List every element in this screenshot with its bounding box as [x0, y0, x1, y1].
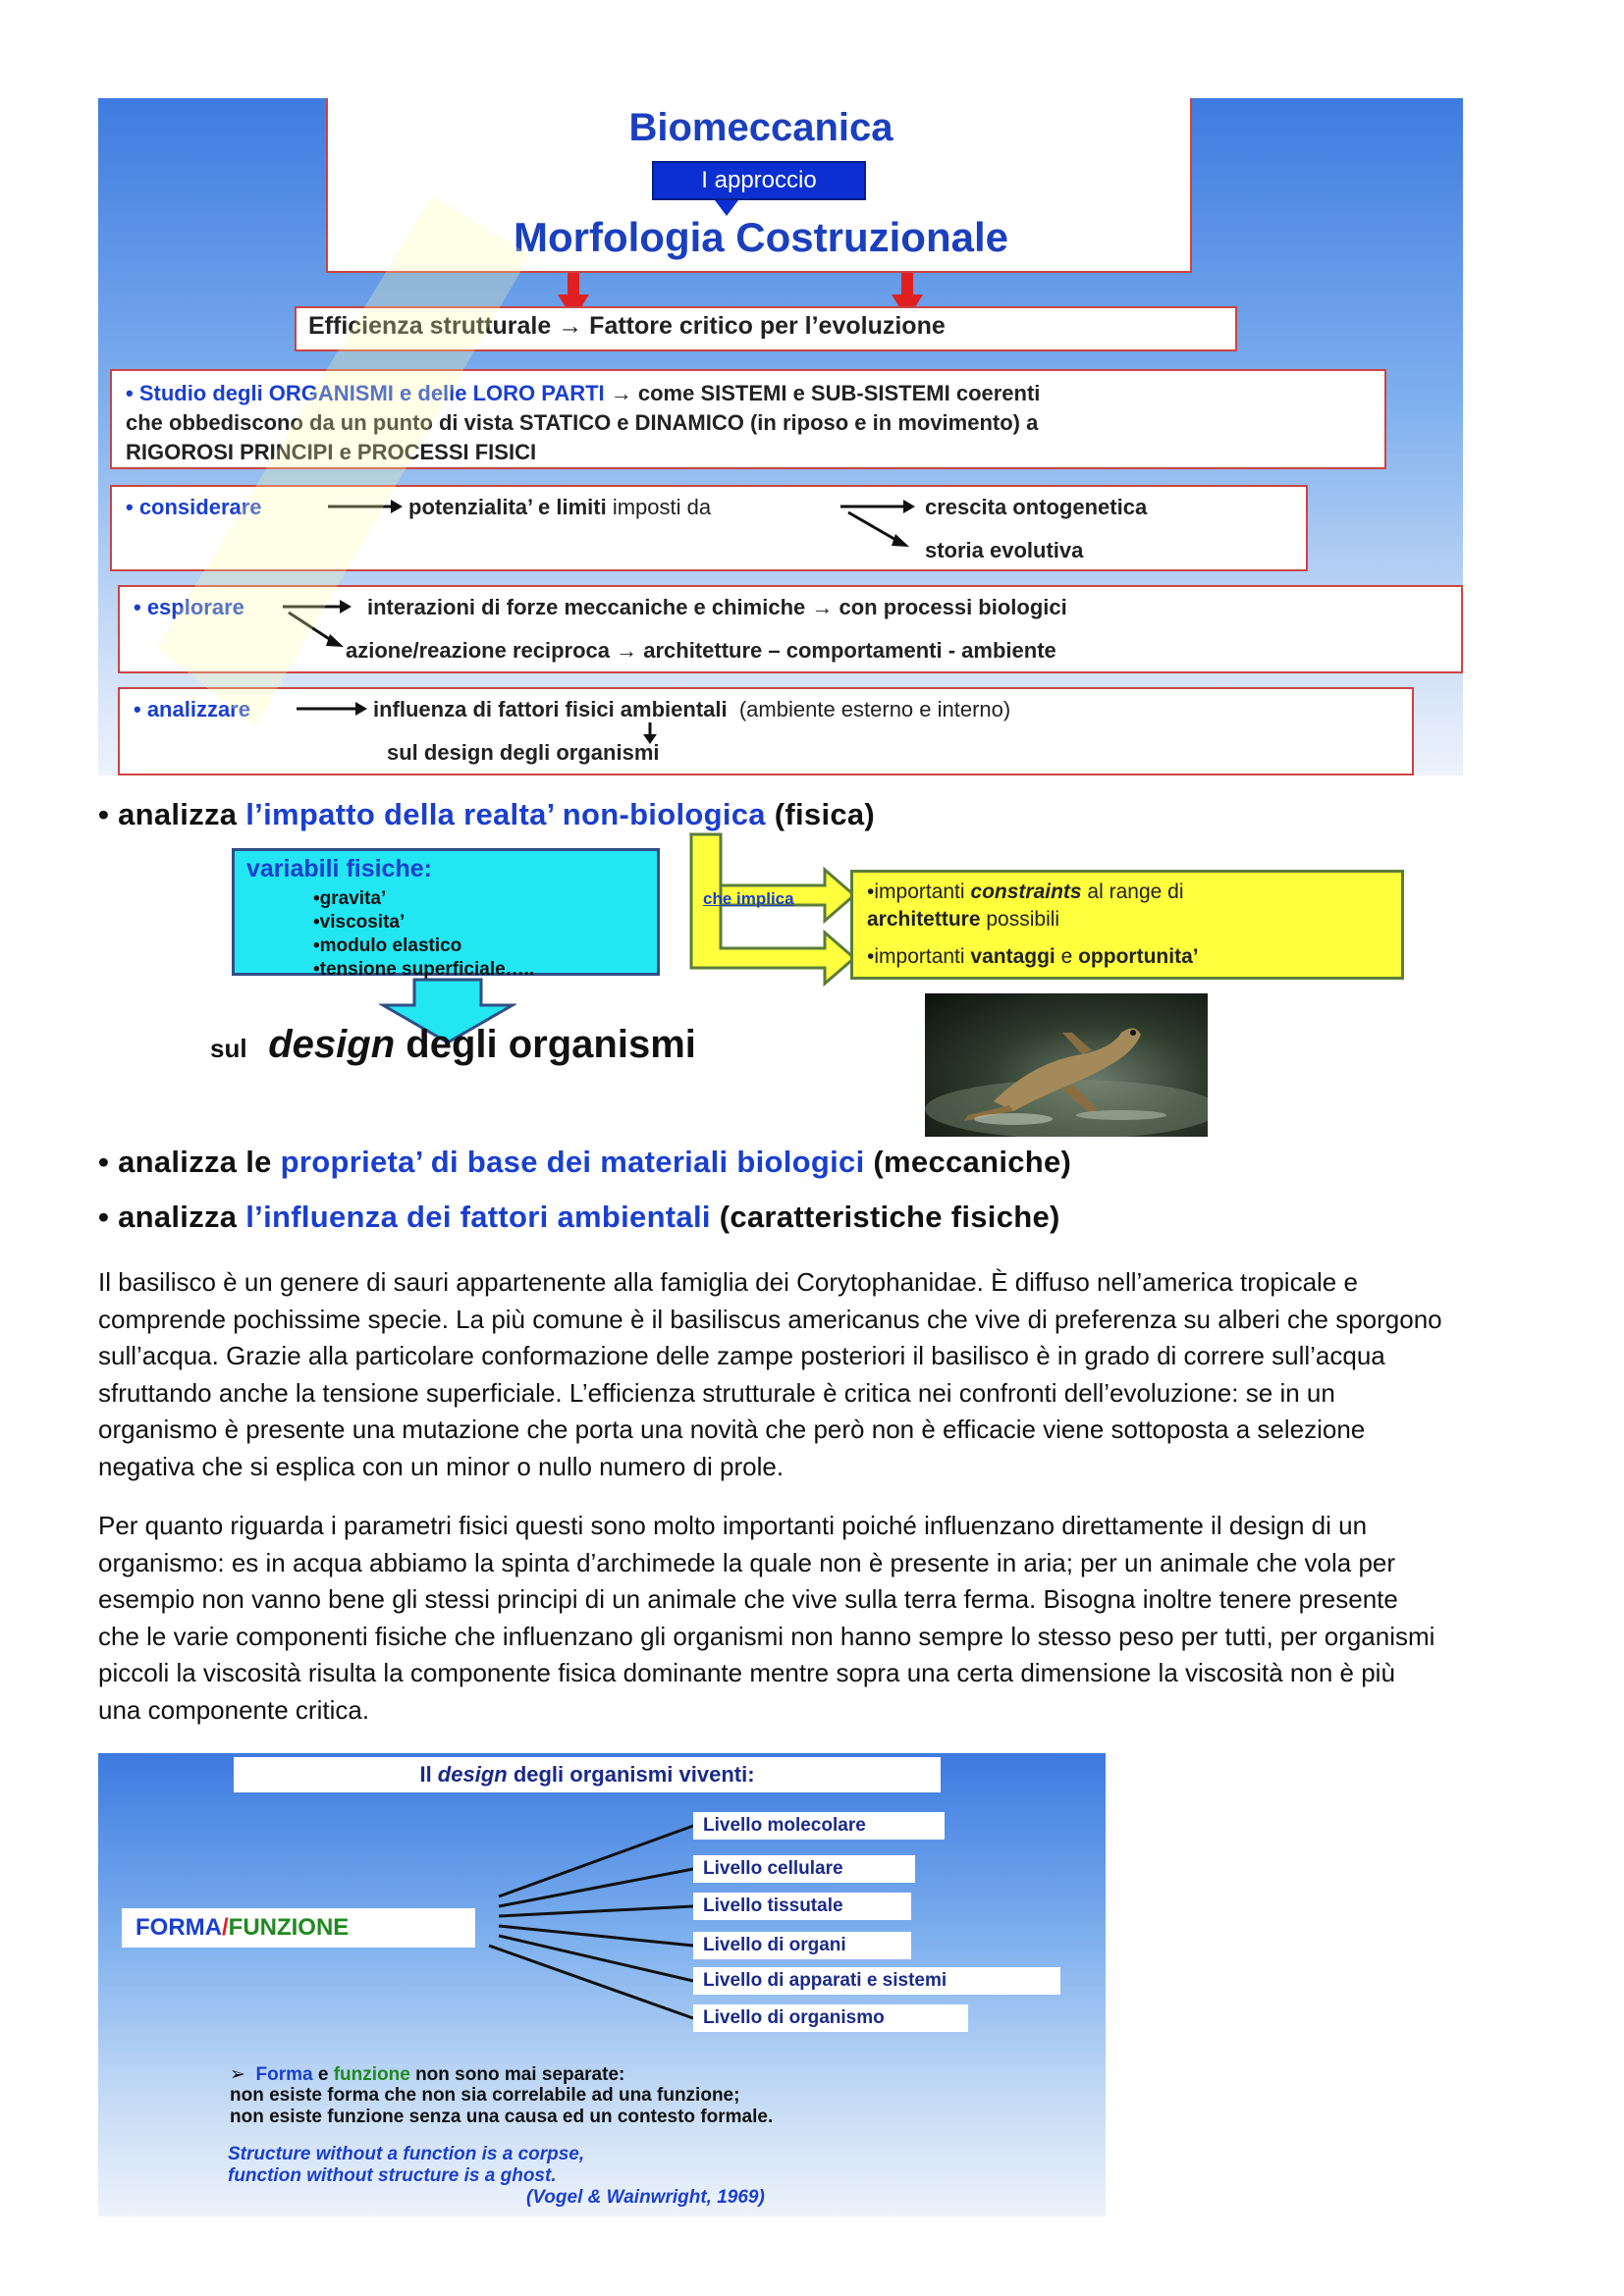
paragraph-line: sull’acqua. Grazie alla particolare conformazione delle zampe posteriori il basilisco è in grado di correre sull’acqua: [98, 1341, 1385, 1370]
variabile-item: •viscosita’: [313, 912, 406, 933]
analizzare-label: • analizzare: [134, 697, 250, 721]
esplorare-box: [118, 585, 1463, 673]
morfologia-heading: Morfologia Costruzionale: [514, 214, 1008, 260]
level-item: Livello tissutale: [693, 1893, 911, 1920]
considerare-text-a: potenzialita’ e limiti: [408, 495, 607, 519]
esplorare-line2: azione/reazione reciproca → architetture – comportamenti - ambiente: [346, 638, 1056, 663]
considerare-text-b: imposti da: [606, 495, 712, 519]
paragraph-basilisco: [98, 1264, 1536, 1485]
implica-item2-a: •importanti: [867, 945, 971, 968]
design-word: design: [268, 1023, 396, 1066]
implica-item1-d: architetture: [867, 908, 981, 931]
level-item: Livello di organi: [693, 1932, 911, 1959]
paragraph-line: comprende pochissime specie. La più comune è il basiliscus americanus che vive di preferenza su alberi che sporgono: [98, 1304, 1442, 1334]
quote-line-1: Structure without a function is a corpse,: [228, 2144, 585, 2164]
design-rest: degli organismi: [395, 1023, 696, 1066]
approccio-badge: I approccio: [652, 161, 866, 200]
implica-item1-b: constraints: [970, 881, 1082, 903]
note-forma: Forma: [255, 2064, 313, 2085]
esplorare-line1: interazioni di forze meccaniche e chimiche → con processi biologici: [367, 595, 1067, 619]
bullet-impatto-pre: • analizza: [98, 797, 246, 831]
variabile-item: •modulo elastico: [313, 935, 462, 956]
paragraph-line: che le varie componenti fisiche che influenzano gli organismi non hanno sempre lo stesso peso per tutti, per organismi: [98, 1621, 1435, 1651]
arrow-right-icon: [295, 697, 373, 721]
forma-slash: /: [221, 1914, 229, 1941]
studio-line1-rest: → come SISTEMI e SUB-SISTEMI coerenti: [604, 381, 1041, 405]
studio-heading: • Studio degli ORGANISMI e delle LORO PARTI: [126, 381, 605, 405]
implica-item2-b: vantaggi: [970, 945, 1056, 968]
bullet-proprieta-pre: • analizza le: [98, 1145, 281, 1179]
paragraph-parametri: [98, 1508, 1536, 1729]
implica-item-1: [867, 879, 1397, 934]
esplorare-label: • esplorare: [134, 595, 244, 619]
level-item: Livello di organismo: [693, 2004, 968, 2032]
studio-line2: che obbediscono da un punto di vista STATICO e DINAMICO (in riposo e in movimento) a: [126, 410, 1039, 435]
analizzare-line1: influenza di fattori fisici ambientali: [373, 697, 728, 721]
paragraph-line: organismo: es in acqua abbiamo la spinta d’archimede la quale non è presente in aria; per un animale che vola per: [98, 1547, 1396, 1577]
paragraph-line: sfruttando anche la tensione superficiale. L’efficienza strutturale è critica nei confronti dell’evoluzione: se in un: [98, 1377, 1335, 1408]
bullet-proprieta-post: (meccaniche): [864, 1145, 1072, 1179]
analizzare-paren: (ambiente esterno e interno): [738, 697, 1011, 721]
analizzare-box: [118, 687, 1414, 775]
implica-item1-a: •importanti: [867, 881, 971, 903]
note-funzione: funzione: [333, 2064, 410, 2085]
slide-title: Biomeccanica: [628, 106, 893, 149]
bullet-impatto-highlight: l’impatto della realta’ non-biologica: [245, 797, 766, 831]
yellow-branch-arrow-icon: [687, 830, 860, 988]
variabile-item: •gravita’: [313, 888, 387, 909]
paragraph-line: Il basilisco è un genere di sauri appartenente alla famiglia dei Corytophanidae. È diffuso nell’america tropicale e: [98, 1267, 1358, 1297]
bullet-impatto-post: (fisica): [765, 797, 876, 831]
implica-item2-d: opportunita’: [1078, 945, 1199, 968]
che-implica-label: che implica: [703, 889, 794, 908]
note-line-1: [230, 2063, 624, 2086]
implica-item-2: [867, 945, 1397, 969]
considerare-box: [110, 485, 1308, 571]
paragraph-line: esempio non vanno bene gli stessi principi di un animale che vive sulla terra ferma. Bisogna inoltre tenere presente: [98, 1584, 1398, 1614]
note-arrow-icon: ➢: [230, 2064, 245, 2085]
quote-citation: (Vogel & Wainwright, 1969): [526, 2187, 765, 2208]
paragraph-line: Per quanto riguarda i parametri fisici questi sono molto importanti poiché influenzano direttamente il design di un: [98, 1511, 1368, 1540]
note-line-2: non esiste forma che non sia correlabile ad una funzione;: [230, 2085, 740, 2106]
considerare-label: • considerare: [126, 495, 262, 519]
level-item: Livello di apparati e sistemi: [693, 1967, 1060, 1995]
paragraph-line: una componente critica.: [98, 1694, 370, 1725]
implica-item2-c: e: [1055, 945, 1079, 968]
note-line-3: non esiste funzione senza una causa ed un contesto formale.: [230, 2107, 774, 2127]
bullet-influenza-pre: • analizza: [98, 1200, 246, 1234]
paragraph-line: organismo è presente una mutazione che porta una novità che però non è efficacie viene sottoposta a selezione: [98, 1415, 1366, 1444]
red-arrow-stem-left: [568, 273, 579, 296]
variabili-fisiche-box: [232, 848, 660, 980]
implica-box: [850, 870, 1404, 980]
note-rest: non sono mai separate:: [409, 2064, 625, 2085]
level-item: Livello molecolare: [693, 1812, 945, 1840]
bullet-proprieta: [98, 1145, 1071, 1180]
considerare-option-1: crescita ontogenetica: [925, 495, 1148, 519]
level-item: Livello cellulare: [693, 1855, 915, 1883]
note-e: e: [312, 2064, 334, 2085]
bullet-impatto: [98, 797, 875, 832]
bullet-proprieta-highlight: proprieta’ di base dei materiali biologici: [280, 1145, 865, 1179]
paragraph-line: piccoli la viscosità risulta la componente fisica dominante mentre sopra una certa dimensione la viscosità non è più: [98, 1658, 1395, 1687]
slide2-title-a: Il: [419, 1762, 438, 1787]
paragraph-line: negativa che si esplica con un minor o nullo numero di prole.: [98, 1451, 785, 1481]
red-arrow-stem-right: [901, 273, 913, 296]
level-connectors: [98, 1753, 1106, 2048]
slide2-title-c: degli organismi viventi:: [507, 1762, 755, 1787]
bullet-influenza: [98, 1200, 1060, 1235]
basilisk-photo: [925, 993, 1208, 1137]
basilisk-illustration: [925, 993, 1208, 1137]
implica-item1-c: al range di: [1081, 881, 1184, 903]
sul-design-heading: [210, 1023, 696, 1067]
funzione-word: FUNZIONE: [228, 1914, 350, 1941]
efficienza-box: Efficienza strutturale → Fattore critico per l’evoluzione: [295, 306, 1237, 351]
slide-biomeccanica: [98, 98, 1463, 775]
variabile-item: •tensione superficiale…..: [313, 959, 535, 980]
sul-word: sul: [210, 1034, 247, 1063]
quote-line-2: function without structure is a ghost.: [228, 2165, 557, 2186]
arrow-right-icon: [326, 495, 405, 518]
blue-down-arrow-icon: [715, 200, 738, 216]
fork-arrow-icon: [839, 491, 917, 560]
implica-item1-e: possibili: [980, 908, 1060, 931]
analizzare-line2: sul design degli organismi: [387, 740, 660, 765]
variabili-title: variabili fisiche:: [246, 855, 432, 882]
slide-design-organismi: [98, 1753, 1106, 2216]
slide2-title-b: design: [437, 1762, 508, 1787]
studio-box: [110, 369, 1386, 469]
studio-line3: RIGOROSI PRINCIPI e PROCESSI FISICI: [126, 440, 537, 464]
bullet-influenza-highlight: l’influenza dei fattori ambientali: [245, 1200, 711, 1234]
forma-word: FORMA: [135, 1914, 222, 1941]
title-box: [326, 98, 1192, 273]
considerare-option-2: storia evolutiva: [925, 538, 1084, 562]
bullet-influenza-post: (caratteristiche fisiche): [710, 1200, 1060, 1234]
